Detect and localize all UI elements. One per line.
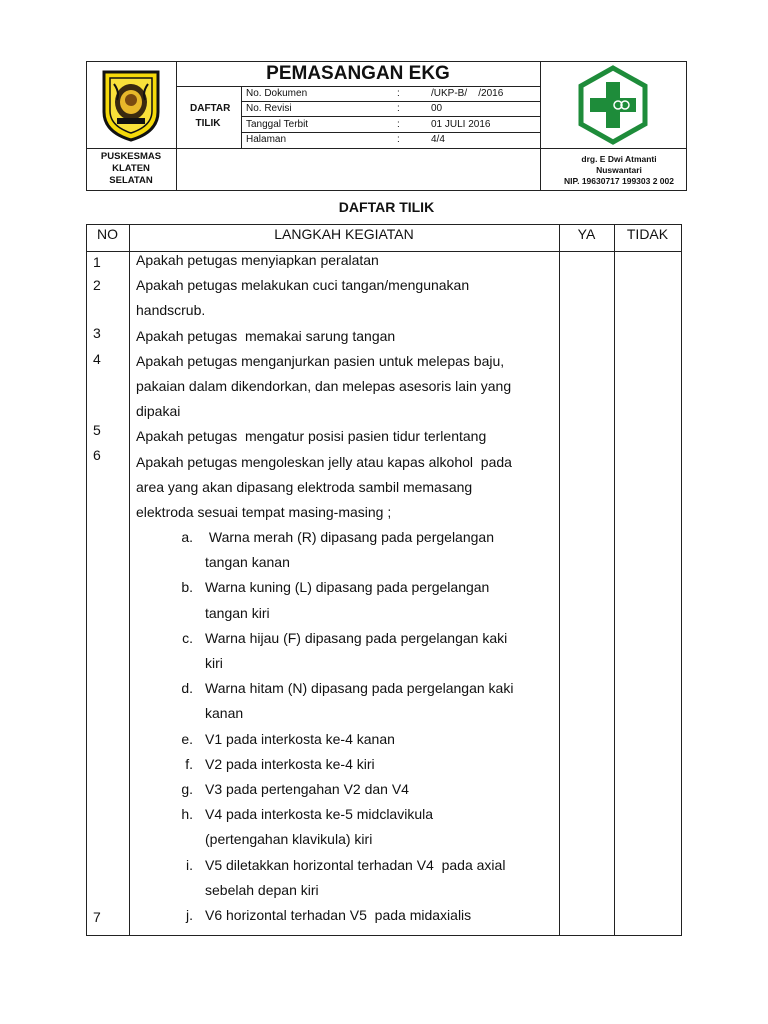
sub-item — [173, 853, 559, 903]
sub-item-line: V6 horizontal terhadan V5 pada midaxialis — [205, 907, 472, 924]
row-number: 5 — [93, 422, 101, 438]
signatory-name: drg. E Dwi Atmanti — [581, 154, 657, 164]
meta-row — [246, 86, 536, 101]
meta-row — [246, 132, 536, 147]
meta-separator: : — [397, 119, 400, 130]
row-number: 4 — [93, 351, 101, 367]
sub-item — [173, 802, 559, 852]
section-title: DAFTAR TILIK — [338, 199, 435, 215]
row-number: 2 — [93, 277, 101, 293]
meta-label: No. Revisi — [246, 103, 292, 114]
signatory-name-cont: Nuswantari — [596, 165, 642, 175]
sub-item — [173, 676, 559, 726]
column-header-step: LANGKAH KEGIATAN — [274, 226, 414, 242]
document-title: PEMASANGAN EKG — [266, 63, 450, 84]
steps-column — [136, 248, 556, 525]
sub-item-line: V2 pada interkosta ke-4 kiri — [205, 755, 375, 772]
sub-item-line: (pertengahan klavikula) kiri — [205, 831, 373, 848]
institution-line: PUSKESMAS — [100, 151, 162, 162]
electrode-sub-list — [173, 525, 559, 928]
row-number: 6 — [93, 447, 101, 463]
step-line: pakaian dalam dikendorkan, dan melepas asesoris lain yang — [136, 378, 512, 395]
step-line: handscrub. — [136, 302, 206, 319]
institution-name — [86, 151, 176, 187]
institution-line: SELATAN — [109, 175, 153, 186]
meta-value: 01 JULI 2016 — [431, 119, 491, 130]
sub-item-line: V1 pada interkosta ke-4 kanan — [205, 730, 395, 747]
meta-value: 4/4 — [431, 134, 445, 145]
row-number: 3 — [93, 325, 101, 341]
meta-value: /UKP-B/ /2016 — [431, 88, 504, 99]
meta-label: Halaman — [246, 134, 287, 145]
klaten-regency-emblem — [100, 66, 162, 142]
step-line: Apakah petugas menyiapkan peralatan — [136, 252, 379, 268]
sub-item-line: tangan kiri — [205, 604, 270, 621]
column-header-ya: YA — [577, 226, 596, 242]
sub-item-line: V4 pada interkosta ke-5 midclavikula — [205, 806, 434, 823]
step-line: Apakah petugas memakai sarung tangan — [136, 327, 396, 344]
step-line: dipakai — [136, 403, 181, 420]
sub-item-line: Warna merah (R) dipasang pada pergelangan — [205, 529, 494, 545]
sub-item-letter: g. — [181, 781, 193, 798]
document-meta — [241, 86, 540, 148]
sub-item-letter: e. — [181, 730, 193, 747]
row-number: 7 — [93, 909, 101, 925]
sub-item — [173, 777, 559, 802]
sub-item — [173, 903, 559, 928]
meta-row — [246, 101, 536, 116]
column-header-tidak: TIDAK — [626, 226, 669, 242]
sub-item-letter: h. — [181, 806, 193, 823]
meta-value: 00 — [431, 103, 443, 114]
meta-label: Tanggal Terbit — [246, 119, 309, 130]
sub-item-line: V5 diletakkan horizontal terhadan V4 pada axial — [205, 856, 506, 873]
sub-item-letter: j. — [186, 907, 193, 924]
step-line: Apakah petugas menganjurkan pasien untuk melepas baju, — [136, 352, 505, 369]
step-line: Apakah petugas melakukan cuci tangan/mengunakan — [136, 277, 470, 294]
sub-item — [173, 525, 559, 575]
sub-item-line: kanan — [205, 705, 244, 722]
signatory-block — [540, 154, 674, 187]
sub-item-line: kiri — [205, 655, 223, 672]
sub-item — [173, 752, 559, 777]
row-number: 1 — [93, 254, 101, 270]
step-line: Apakah petugas mengoleskan jelly atau kapas alkohol pada — [136, 453, 512, 470]
puskesmas-logo — [577, 65, 649, 145]
signatory-nip: NIP. 19630717 199303 2 002 — [564, 176, 674, 186]
meta-label: No. Dokumen — [246, 88, 308, 99]
step-line: area yang akan dipasang elektroda sambil memasang — [136, 478, 473, 495]
meta-row — [246, 117, 536, 132]
sub-item-letter: c. — [182, 629, 193, 646]
sub-item-letter: i. — [186, 856, 193, 873]
sub-item-line: Warna kuning (L) dipasang pada pergelangan — [205, 579, 490, 596]
column-header-no: NO — [97, 226, 118, 242]
meta-separator: : — [397, 134, 400, 145]
step-line: Apakah petugas mengatur posisi pasien tidur terlentang — [136, 428, 487, 445]
sub-item-letter: b. — [181, 579, 193, 596]
sub-item-line: tangan kanan — [205, 554, 290, 571]
step-line: elektroda sesuai tempat masing-masing ; — [136, 504, 392, 521]
sub-item — [173, 626, 559, 676]
sub-item — [173, 575, 559, 625]
sub-item-letter: a. — [181, 529, 193, 545]
sub-item-letter: d. — [181, 680, 193, 697]
form-type-label: DAFTAR TILIK — [190, 103, 231, 129]
sub-item-line: Warna hijau (F) dipasang pada pergelangan kaki — [205, 629, 508, 646]
meta-separator: : — [397, 103, 400, 114]
sub-item-letter: f. — [185, 755, 193, 772]
sub-item-line: sebelah depan kiri — [205, 881, 319, 898]
sub-item-line: V3 pada pertengahan V2 dan V4 — [205, 781, 409, 798]
sub-item — [173, 727, 559, 752]
meta-separator: : — [397, 88, 400, 99]
institution-line: KLATEN — [112, 163, 150, 174]
sub-item-line: Warna hitam (N) dipasang pada pergelangan kaki — [205, 680, 514, 697]
